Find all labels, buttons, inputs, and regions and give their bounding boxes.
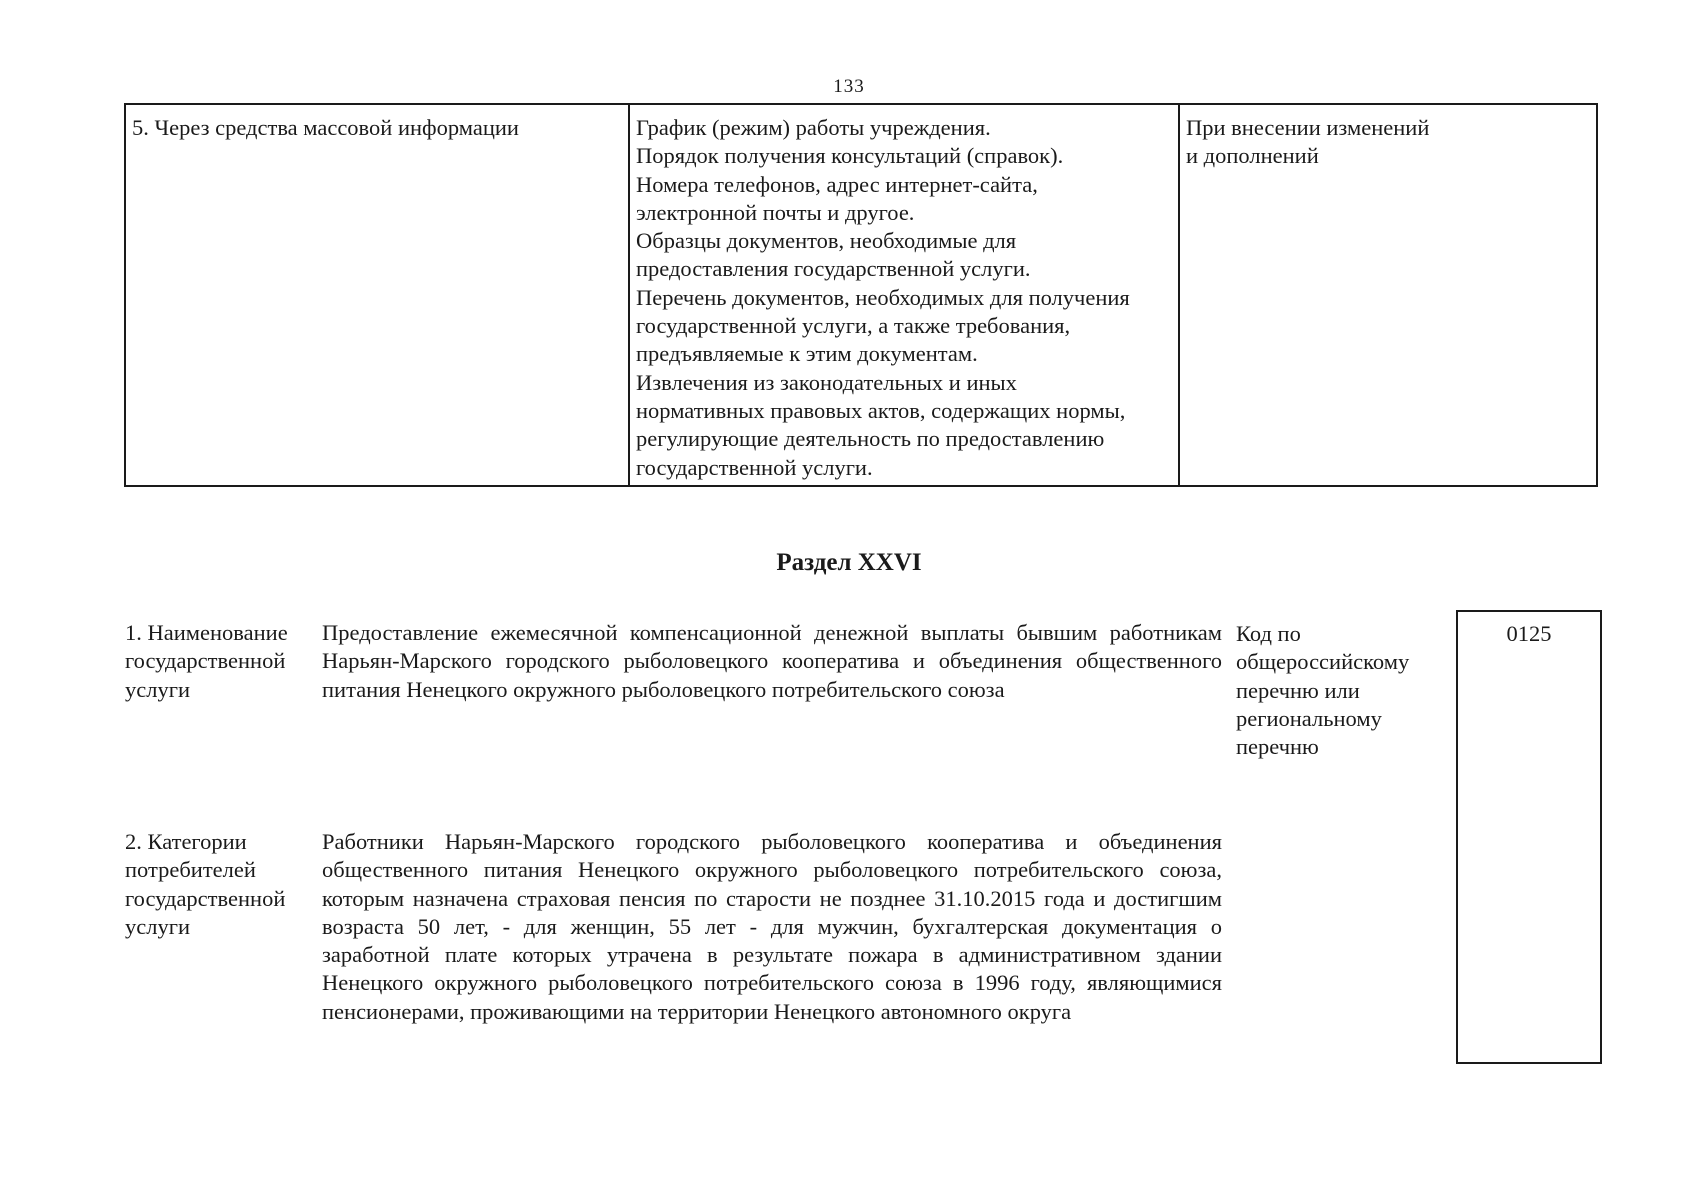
table-cell-content	[630, 105, 1180, 485]
table-text-line: Извлечения из законодательных и иных	[636, 369, 1017, 395]
service-name-label: 1. Наименование государственной услуги	[125, 620, 288, 702]
info-channels-table	[124, 103, 1598, 487]
code-label: Код по общероссийскому перечню или региональному перечню	[1236, 621, 1410, 760]
consumer-category-value: Работники Нарьян-Марского городского рыболовецкого кооператива и объединения общественного питания Ненецкого окружного рыболовецкого потребительского союза, которым назначена страховая пенсия по старости не позднее 31.10.2015 года и достигшим возраста 50 лет, - для женщин, 55 лет - для мужчин, бухгалтерская документация о заработной плате которых утрачена в результате пожара в административном здании Ненецкого окружного рыболовецкого потребительского союза в 1996 году, являющимися пенсионерами, проживающими на территории Ненецкого автономного округа	[322, 829, 1222, 1024]
table-text-line: электронной почты и другое.	[636, 199, 915, 225]
page-number: 133	[833, 76, 865, 97]
code-box	[1456, 610, 1602, 1064]
table-text-line: Перечень документов, необходимых для получения	[636, 284, 1130, 310]
table-text-line: нормативных правовых актов, содержащих нормы,	[636, 397, 1126, 423]
table-text-line: При внесении изменений	[1186, 115, 1430, 140]
code-value: 0125	[1506, 621, 1552, 646]
table-cell-frequency	[1180, 105, 1596, 485]
table-text-line: Порядок получения консультаций (справок).	[636, 143, 1064, 169]
table-text-line: регулирующие деятельность по предоставлению	[636, 426, 1105, 452]
consumer-category-label: 2. Категории потребителей государственной услуги	[125, 829, 286, 939]
table-text-line: и дополнений	[1186, 143, 1319, 169]
table-text-line: 5. Через средства массовой информации	[132, 115, 519, 140]
table-text-line: Образцы документов, необходимые для	[636, 228, 1017, 254]
table-text-line: предъявляемые к этим документам.	[636, 341, 978, 367]
table-text-line: предоставления государственной услуги.	[636, 256, 1031, 282]
table-cell-channel	[126, 105, 630, 485]
table-text-line: Номера телефонов, адрес интернет-сайта,	[636, 171, 1038, 197]
section-title: Раздел XXVI	[776, 549, 922, 576]
table-text-line: государственной услуги, а также требования,	[636, 313, 1071, 339]
table-text-line: государственной услуги.	[636, 454, 873, 480]
table-text-line: График (режим) работы учреждения.	[636, 115, 991, 140]
service-name-value: Предоставление ежемесячной компенсационной денежной выплаты бывшим работникам Нарьян-Марского городского рыболовецкого кооператива и объединения общественного питания Ненецкого окружного рыболовецкого потребительского союза	[322, 620, 1222, 702]
